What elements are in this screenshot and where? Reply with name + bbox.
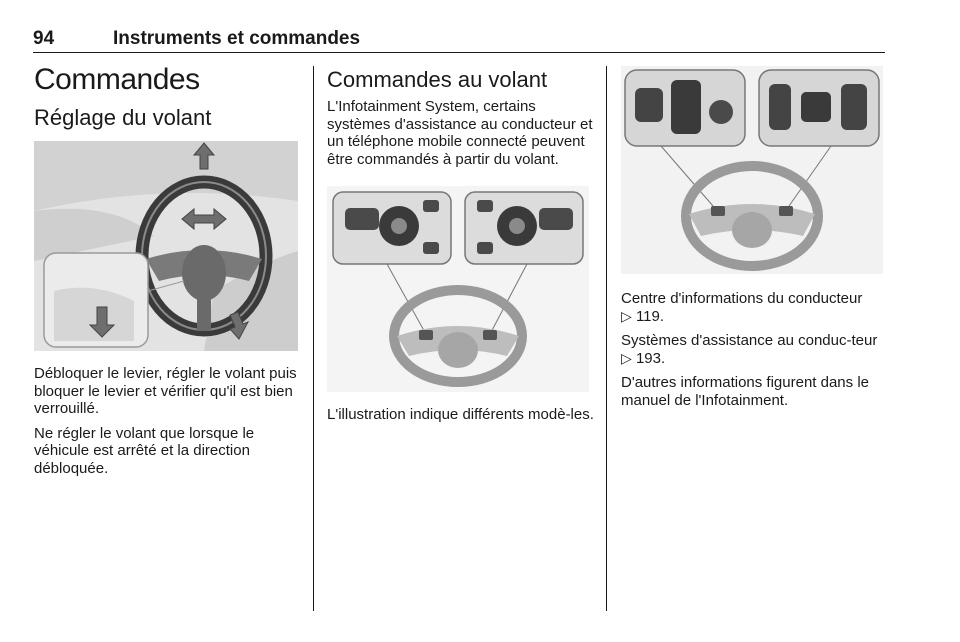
column-divider-1: [313, 66, 314, 611]
steering-adjust-figure: [34, 141, 298, 351]
info-item-ref[interactable]: 193.: [635, 349, 666, 367]
info-note: D'autres informations figurent dans le manuel de l'Infotainment.: [621, 374, 869, 409]
paragraph-adjust: Débloquer le levier, régler le volant puis bloquer le levier et vérifier qu'il est bien verrouillé.: [34, 365, 297, 417]
info-item-driver-assist: [621, 332, 889, 367]
section-title: Commandes: [34, 63, 200, 96]
subsection-title: Réglage du volant: [34, 105, 212, 130]
column-left: [34, 62, 304, 477]
figure-caption: L'illustration indique différents modè-les.: [327, 406, 594, 423]
page-header: [33, 26, 885, 53]
column-divider-2: [606, 66, 607, 611]
paragraph-caution: Ne régler le volant que lorsque le véhicule est arrêté et la direction débloquée.: [34, 424, 255, 477]
arrow-xref-icon: ▷: [621, 307, 632, 324]
controls-intro: L'Infotainment System, certains systèmes d'assistance au conducteur et un téléphone mobile connecté peuvent être commandés à partir du volant.: [327, 98, 593, 168]
column-right: [621, 66, 889, 409]
steering-controls-figure: [327, 186, 589, 392]
arrow-xref-icon: ▷: [621, 349, 632, 366]
controls-title: Commandes au volant: [327, 67, 548, 92]
info-item-ref[interactable]: 119.: [635, 307, 665, 325]
info-item-driver-center: [621, 290, 889, 325]
info-item-text: Centre d'informations du conducteur: [621, 290, 863, 307]
info-item-text: Systèmes d'assistance au conduc-teur: [621, 332, 878, 349]
page-number: 94: [33, 28, 55, 49]
steering-controls-figure-alt: [621, 66, 883, 274]
column-middle: [327, 66, 595, 424]
running-title: Instruments et commandes: [113, 28, 361, 49]
